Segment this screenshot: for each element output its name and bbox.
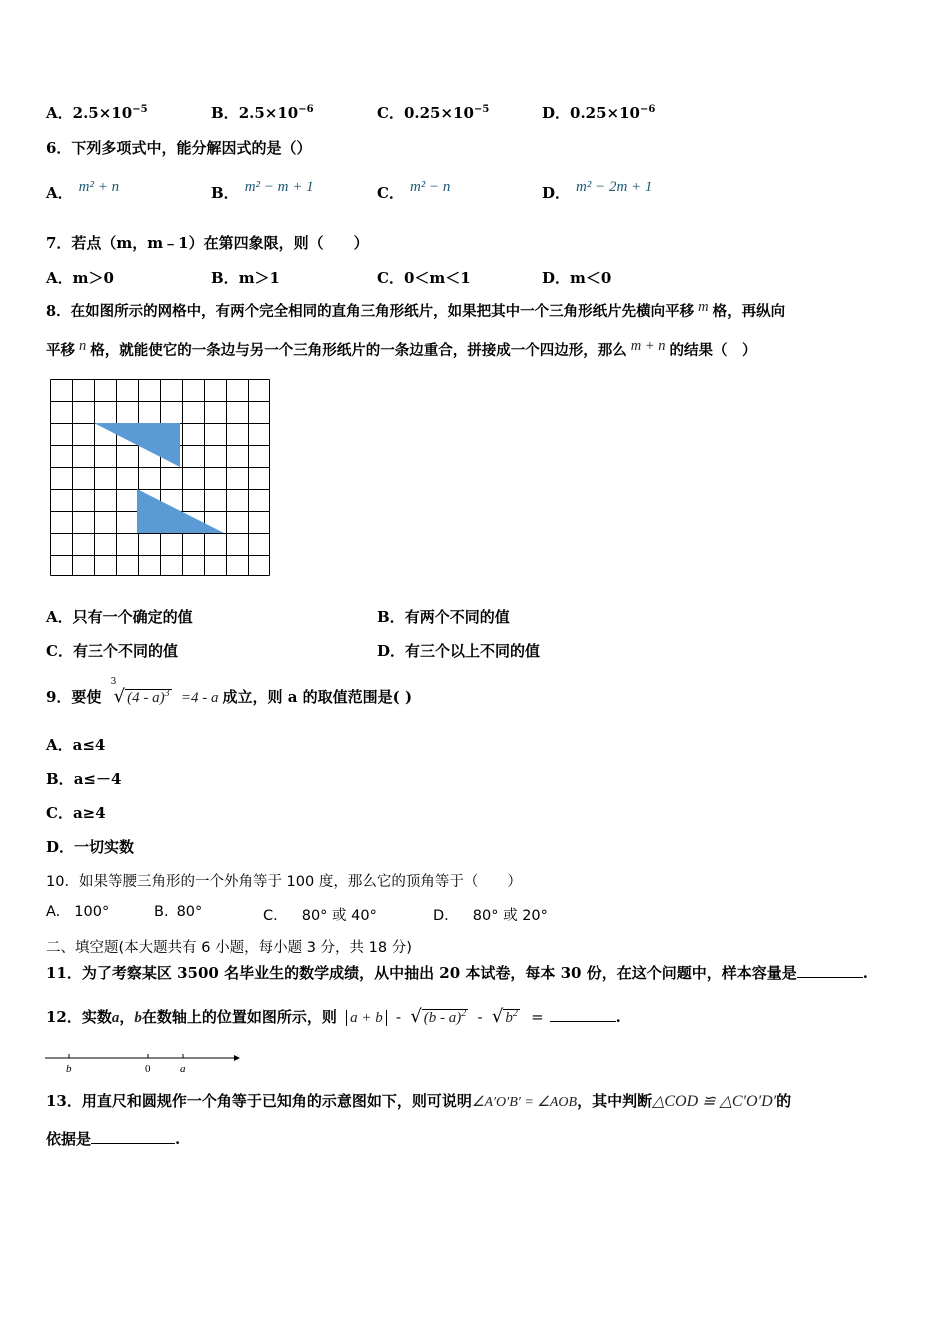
q9-option-b[interactable]: B．a≤－4 bbox=[46, 770, 122, 788]
q6-stem: 6．下列多项式中，能分解因式的是（） bbox=[46, 139, 312, 157]
q5-option-b[interactable]: B．$2.5\times 10^{-6}$ bbox=[211, 104, 314, 122]
q9-option-d[interactable]: D．一切实数 bbox=[46, 838, 135, 856]
q12-sqrt1: (b - a)$^2$ bbox=[423, 1008, 467, 1026]
q12-answer-blank[interactable] bbox=[550, 1021, 616, 1022]
q8-stem-line1: 8．在如图所示的网格中，有两个完全相同的直角三角形纸片，如果把其中一个三角形纸片先横向平移 m 格，再纵向 bbox=[46, 299, 786, 320]
label-b: b bbox=[66, 1063, 72, 1075]
q10-option-b[interactable]: B. 80° bbox=[154, 904, 203, 920]
q8-option-c[interactable]: C．有三个不同的值 bbox=[46, 642, 178, 660]
q8-option-d[interactable]: D．有三个以上不同的值 bbox=[377, 642, 541, 660]
q5-option-a[interactable]: A．$2.5\times 10^{-5}$ bbox=[46, 104, 148, 122]
q13-answer-blank[interactable] bbox=[91, 1143, 175, 1144]
q10-option-d[interactable]: D. 80° 或 20° bbox=[433, 908, 548, 924]
q7-option-a[interactable]: A．m＞0 bbox=[46, 269, 114, 287]
q13-stem-line1: 13．用直尺和圆规作一个角等于已知角的示意图如下，则可说明∠A′O′B′ = ∠AOB，其中判断△COD ≌ △C′O′D′的 bbox=[46, 1092, 792, 1110]
label-0: 0 bbox=[145, 1063, 151, 1075]
q5-option-c[interactable]: C．$0.25\times 10^{-5}$ bbox=[377, 104, 490, 122]
q6-option-c[interactable]: C． m² − n bbox=[377, 179, 451, 202]
q7-option-d[interactable]: D．m＜0 bbox=[542, 269, 612, 287]
q9-option-c[interactable]: C．a≥4 bbox=[46, 804, 106, 822]
q8-option-b[interactable]: B．有两个不同的值 bbox=[377, 608, 510, 626]
q7-stem: 7．若点（m，m﹣1）在第四象限，则（ ） bbox=[46, 234, 369, 252]
q10-stem: 10．如果等腰三角形的一个外角等于 100 度，那么它的顶角等于（ ） bbox=[46, 874, 522, 890]
label-a: a bbox=[180, 1063, 186, 1075]
q13-stem-line2: 依据是 . bbox=[46, 1130, 181, 1148]
q6-option-a[interactable]: A． m² + n bbox=[46, 179, 120, 202]
q12-abs: a + b bbox=[346, 1010, 387, 1026]
q9-stem: 9．要使 3 √ (4 - a)$^3$ =4 - a 成立，则 a 的取值范围是( ) bbox=[46, 677, 413, 707]
grid-figure bbox=[50, 379, 272, 578]
q12-stem: 12．实数a，b在数轴上的位置如图所示，则 a + b - √ (b - a)$^2$ - √ $b^2$ = . bbox=[46, 1006, 621, 1027]
q9-option-a[interactable]: A．a≤4 bbox=[46, 736, 106, 754]
q10-option-c[interactable]: C. 80° 或 40° bbox=[263, 908, 377, 924]
q7-option-c[interactable]: C．0＜m＜1 bbox=[377, 269, 471, 287]
q5-option-d[interactable]: D．$0.25\times 10^{-6}$ bbox=[542, 104, 656, 122]
q6-option-d[interactable]: D． m² − 2m + 1 bbox=[542, 179, 653, 202]
q11-stem: 11．为了考察某区 3500 名毕业生的数学成绩，从中抽出 20 本试卷，每本 30 份，在这个问题中，样本容量是 . bbox=[46, 964, 868, 982]
q8-stem-line2: 平移 n 格，就能使它的一条边与另一个三角形纸片的一条边重合，拼接成一个四边形，那么 m + n 的结果（ ） bbox=[46, 338, 757, 359]
number-line-arrow bbox=[234, 1055, 240, 1061]
q12-sqrt2: $b^2$ bbox=[505, 1008, 518, 1026]
q11-answer-blank[interactable] bbox=[797, 977, 863, 978]
grid-lines bbox=[51, 380, 270, 576]
section-2-title: 二、填空题(本大题共有 6 小题，每小题 3 分，共 18 分) bbox=[46, 940, 412, 956]
number-line bbox=[44, 1050, 242, 1076]
q9-cube-root: 3 √ (4 - a)$^3$ bbox=[110, 677, 170, 707]
q8-option-a[interactable]: A．只有一个确定的值 bbox=[46, 608, 193, 626]
q10-option-a[interactable]: A. 100° bbox=[46, 904, 110, 920]
q6-option-b[interactable]: B． m² − m + 1 bbox=[211, 179, 314, 202]
q7-option-b[interactable]: B．m＞1 bbox=[211, 269, 280, 287]
